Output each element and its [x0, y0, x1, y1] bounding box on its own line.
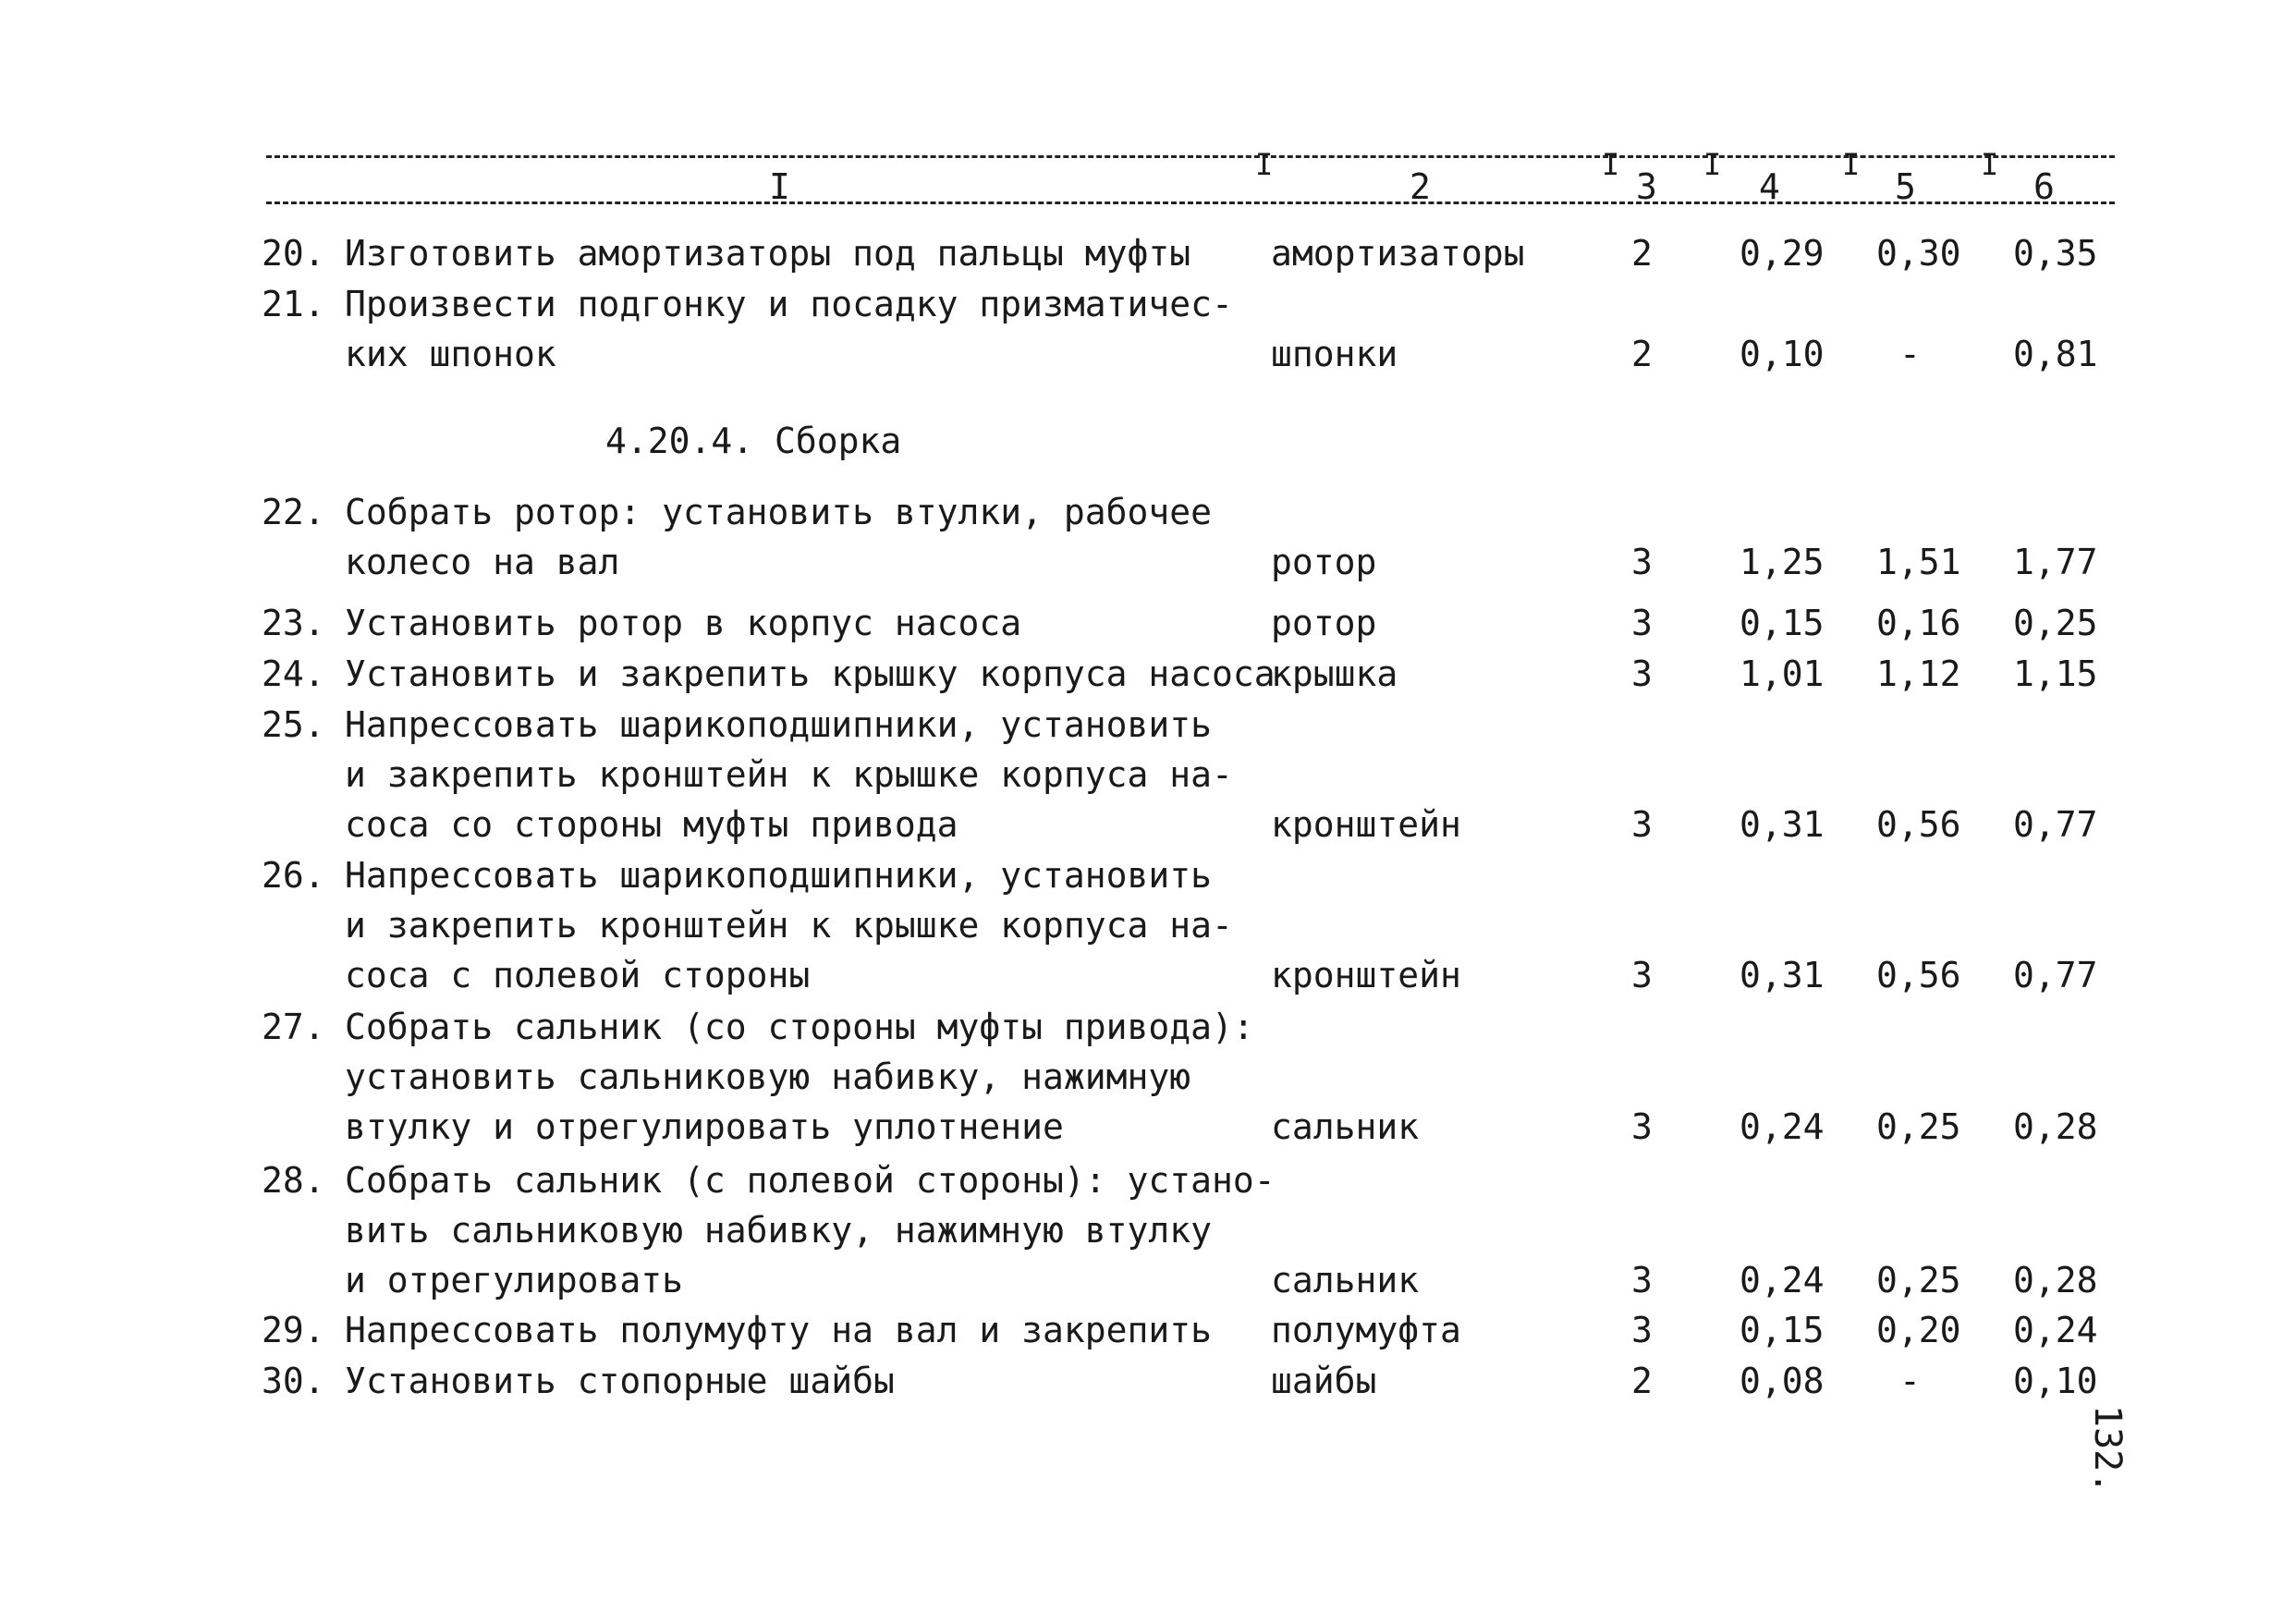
operation-text: Напрессовать полумуфту на вал и закрепить [345, 1310, 1212, 1350]
row-number: 23. [262, 603, 325, 643]
row-value-col6: 0,25 [2013, 603, 2098, 643]
row-number: 26. [262, 855, 325, 896]
row-value-col4: 0,24 [1740, 1106, 1825, 1147]
row-value-col6: 0,28 [2013, 1260, 2098, 1300]
row-value-col5: 0,56 [1876, 955, 1961, 995]
operation-text: соса со стороны муфты привода [345, 804, 958, 845]
row-value-col3: 3 [1631, 1260, 1653, 1300]
page-number: 132. [2086, 1405, 2129, 1495]
row-value-col3: 2 [1631, 334, 1653, 374]
row-item: сальник [1271, 1106, 1420, 1147]
row-value-col4: 0,15 [1740, 1310, 1825, 1350]
row-value-col3: 3 [1631, 603, 1653, 643]
row-value-col3: 3 [1631, 653, 1653, 694]
row-item: кронштейн [1271, 955, 1461, 995]
row-number: 22. [262, 492, 325, 532]
row-value-col6: 0,81 [2013, 334, 2098, 374]
row-value-col5: 0,25 [1876, 1106, 1961, 1147]
row-value-col3: 3 [1631, 1310, 1653, 1350]
row-value-col4: 0,31 [1740, 804, 1825, 845]
row-value-col4: 0,15 [1740, 603, 1825, 643]
row-value-col4: 1,25 [1740, 542, 1825, 582]
row-item: полумуфта [1271, 1310, 1461, 1350]
operation-text: колесо на вал [345, 542, 620, 582]
column-separator: I [1703, 147, 1722, 182]
header-top-rule [266, 155, 2115, 158]
row-value-col6: 0,77 [2013, 804, 2098, 845]
row-value-col5: 0,16 [1876, 603, 1961, 643]
column-header-1: I [769, 166, 790, 207]
row-number: 24. [262, 653, 325, 694]
row-value-col4: 1,01 [1740, 653, 1825, 694]
row-value-col3: 3 [1631, 804, 1653, 845]
row-value-col6: 1,77 [2013, 542, 2098, 582]
operation-text: установить сальниковую набивку, нажимную [345, 1056, 1191, 1097]
operation-text: Собрать ротор: установить втулки, рабочее [345, 492, 1212, 532]
operation-text: и отрегулировать [345, 1260, 684, 1300]
row-value-col4: 0,24 [1740, 1260, 1825, 1300]
row-value-col3: 3 [1631, 542, 1653, 582]
row-item: крышка [1271, 653, 1398, 694]
column-separator: I [1842, 147, 1861, 182]
operation-text: Установить ротор в корпус насоса [345, 603, 1022, 643]
operation-text: втулку и отрегулировать уплотнение [345, 1106, 1064, 1147]
row-number: 30. [262, 1361, 325, 1401]
row-value-col4: 0,10 [1740, 334, 1825, 374]
operation-text: Напрессовать шарикоподшипники, установить [345, 855, 1212, 896]
row-value-col3: 3 [1631, 1106, 1653, 1147]
row-number: 28. [262, 1160, 325, 1201]
column-header-4: 4 [1759, 166, 1780, 207]
operation-text: и закрепить кронштейн к крышке корпуса на- [345, 905, 1233, 946]
operation-text: Изготовить амортизаторы под пальцы муфты [345, 233, 1191, 274]
row-value-col6: 0,77 [2013, 955, 2098, 995]
column-header-2: 2 [1410, 166, 1431, 207]
operation-text: Собрать сальник (с полевой стороны): устано- [345, 1160, 1276, 1201]
operation-text: Произвести подгонку и посадку призматичес- [345, 284, 1233, 324]
row-item: сальник [1271, 1260, 1420, 1300]
row-item: ротор [1271, 542, 1377, 582]
operation-text: соса с полевой стороны [345, 955, 811, 995]
row-item: шайбы [1271, 1361, 1377, 1401]
operation-text: вить сальниковую набивку, нажимную втулку [345, 1210, 1212, 1251]
column-separator: I [1602, 147, 1620, 182]
column-separator: I [1981, 147, 1999, 182]
row-value-col3: 3 [1631, 955, 1653, 995]
row-number: 20. [262, 233, 325, 274]
row-value-col6: 0,35 [2013, 233, 2098, 274]
row-number: 27. [262, 1007, 325, 1047]
operation-text: Установить и закрепить крышку корпуса насоса [345, 653, 1276, 694]
column-header-6: 6 [2033, 166, 2055, 207]
operation-text: и закрепить кронштейн к крышке корпуса на- [345, 754, 1233, 795]
row-item: амортизаторы [1271, 233, 1525, 274]
row-value-col6: 1,15 [2013, 653, 2098, 694]
row-value-col5: 1,12 [1876, 653, 1961, 694]
column-separator: I [1255, 147, 1274, 182]
row-item: ротор [1271, 603, 1377, 643]
column-header-3: 3 [1636, 166, 1657, 207]
operation-text: Собрать сальник (со стороны муфты привода): [345, 1007, 1254, 1047]
row-value-col4: 0,08 [1740, 1361, 1825, 1401]
row-value-col4: 0,31 [1740, 955, 1825, 995]
row-value-col3: 2 [1631, 1361, 1653, 1401]
header-bottom-rule [266, 201, 2115, 204]
row-value-col5: - [1899, 1361, 1921, 1401]
row-value-col6: 0,10 [2013, 1361, 2098, 1401]
row-value-col5: 0,56 [1876, 804, 1961, 845]
row-value-col5: 0,25 [1876, 1260, 1961, 1300]
row-value-col3: 2 [1631, 233, 1653, 274]
row-value-col5: 1,51 [1876, 542, 1961, 582]
row-number: 21. [262, 284, 325, 324]
column-header-5: 5 [1895, 166, 1916, 207]
row-value-col5: 0,30 [1876, 233, 1961, 274]
row-value-col4: 0,29 [1740, 233, 1825, 274]
row-number: 29. [262, 1310, 325, 1350]
row-number: 25. [262, 704, 325, 745]
row-value-col6: 0,24 [2013, 1310, 2098, 1350]
operation-text: ких шпонок [345, 334, 556, 374]
row-item: кронштейн [1271, 804, 1461, 845]
row-value-col5: 0,20 [1876, 1310, 1961, 1350]
row-item: шпонки [1271, 334, 1398, 374]
row-value-col5: - [1899, 334, 1921, 374]
row-value-col6: 0,28 [2013, 1106, 2098, 1147]
section-title: 4.20.4. Сборка [605, 421, 902, 461]
operation-text: Установить стопорные шайбы [345, 1361, 895, 1401]
operation-text: Напрессовать шарикоподшипники, установить [345, 704, 1212, 745]
